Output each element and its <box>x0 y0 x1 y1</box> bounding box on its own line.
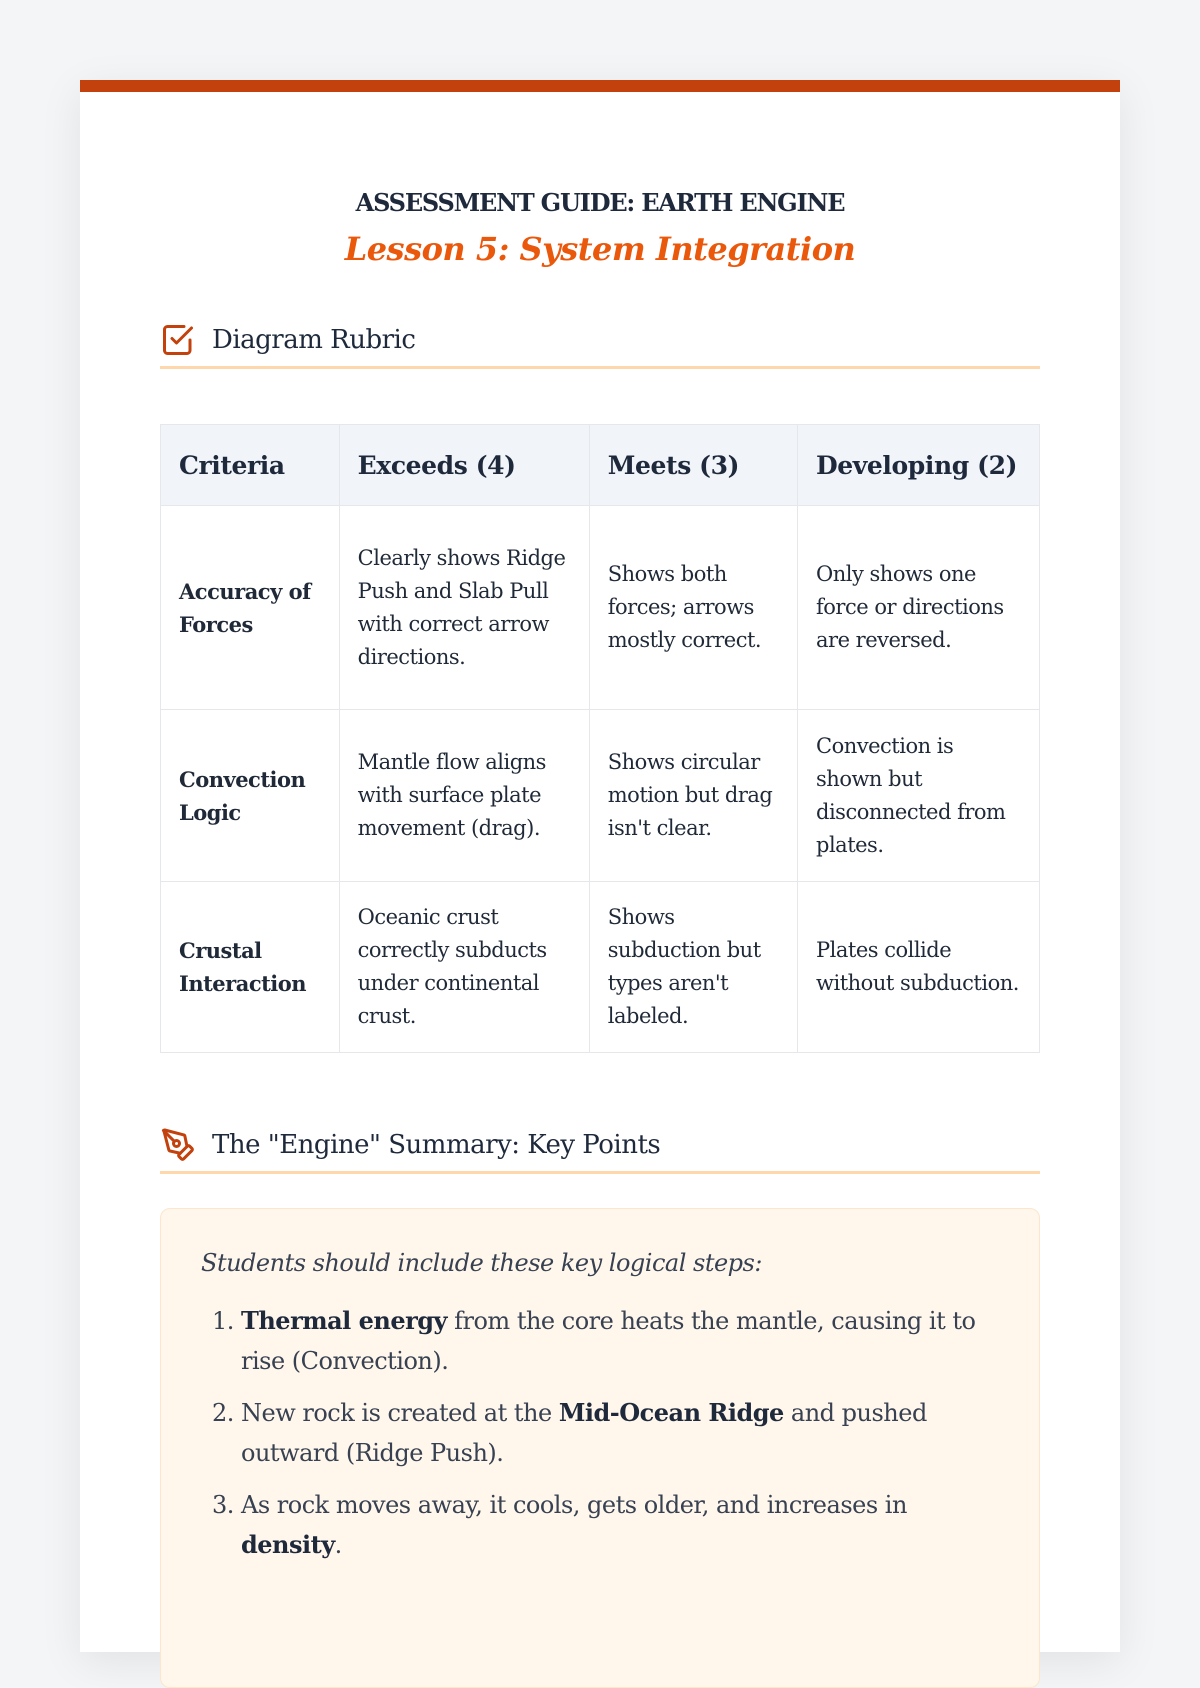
list-item: 3. As rock moves away, it cools, gets older, and increases in density. <box>241 1485 999 1565</box>
table-row <box>161 506 1040 710</box>
pen-nib-icon <box>160 1127 196 1163</box>
exceeds-cell: Mantle flow aligns with surface plate movement (drag). <box>339 710 589 882</box>
developing-cell: Convection is shown but disconnected from plates. <box>798 710 1040 882</box>
page-title: ASSESSMENT GUIDE: EARTH ENGINE <box>355 188 845 217</box>
rubric-section-header <box>160 314 1040 369</box>
key-points-list <box>201 1301 999 1565</box>
rubric-table <box>160 424 1040 1053</box>
summary-heading: The "Engine" Summary: Key Points <box>212 1130 661 1160</box>
meets-cell: Shows circular motion but drag isn't clear. <box>589 710 797 882</box>
list-item: 1. Thermal energy from the core heats the mantle, causing it to rise (Convection). <box>241 1301 999 1381</box>
column-header: Exceeds (4) <box>339 425 589 506</box>
column-header: Developing (2) <box>798 425 1040 506</box>
criteria-cell: Convection Logic <box>161 710 340 882</box>
criteria-cell: Accuracy of Forces <box>161 506 340 710</box>
meets-cell: Shows both forces; arrows mostly correct. <box>589 506 797 710</box>
meets-cell: Shows subduction but types aren't labeled. <box>589 882 797 1053</box>
developing-cell: Plates collide without subduction. <box>798 882 1040 1053</box>
rubric-heading: Diagram Rubric <box>212 325 416 355</box>
exceeds-cell: Oceanic crust correctly subducts under continental crust. <box>339 882 589 1053</box>
list-item: 2. New rock is created at the Mid-Ocean Ridge and pushed outward (Ridge Push). <box>241 1393 999 1473</box>
table-row <box>161 710 1040 882</box>
summary-section-header <box>160 1119 1040 1174</box>
exceeds-cell: Clearly shows Ridge Push and Slab Pull with correct arrow directions. <box>339 506 589 710</box>
summary-intro: Students should include these key logical steps: <box>201 1249 762 1277</box>
table-row <box>161 882 1040 1053</box>
summary-box <box>160 1208 1040 1688</box>
page-subtitle: Lesson 5: System Integration <box>344 230 856 268</box>
criteria-cell: Crustal Interaction <box>161 882 340 1053</box>
checkbox-icon <box>160 322 196 358</box>
developing-cell: Only shows one force or directions are reversed. <box>798 506 1040 710</box>
column-header: Criteria <box>161 425 340 506</box>
column-header: Meets (3) <box>589 425 797 506</box>
table-header-row <box>161 425 1040 506</box>
assessment-card <box>80 80 1120 1652</box>
